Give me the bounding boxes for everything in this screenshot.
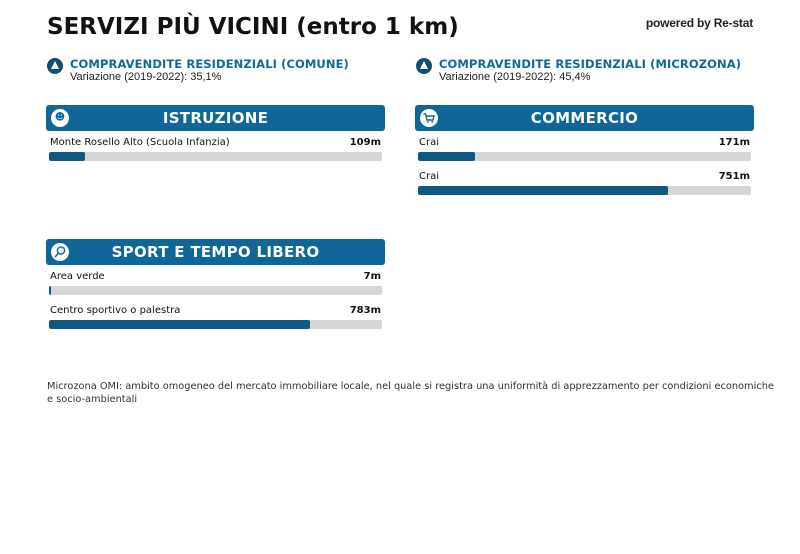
card-commercio xyxy=(415,105,754,199)
service-row xyxy=(49,299,382,333)
trend-subtitle: Variazione (2019-2022): 45,4% xyxy=(439,71,591,83)
distance-bar-fill xyxy=(49,286,51,295)
trend-title: COMPRAVENDITE RESIDENZIALI (MICROZONA) xyxy=(439,57,742,71)
triangle-up-icon xyxy=(416,58,432,74)
distance-bar-track xyxy=(49,320,382,329)
service-row xyxy=(418,165,751,199)
distance-bar-track xyxy=(49,152,382,161)
distance-bar-track xyxy=(49,286,382,295)
service-label: Crai xyxy=(419,171,439,182)
service-distance: 783m xyxy=(349,305,381,316)
service-label: Centro sportivo o palestra xyxy=(50,305,181,316)
distance-bar-fill xyxy=(49,152,85,161)
service-distance: 109m xyxy=(349,137,381,148)
triangle-up-icon xyxy=(47,58,63,74)
card-title: SPORT E TEMPO LIBERO xyxy=(111,243,320,261)
service-row xyxy=(49,265,382,299)
distance-bar-track xyxy=(418,152,751,161)
card-istruzione xyxy=(46,105,385,165)
distance-bar-fill xyxy=(418,152,475,161)
page-title: SERVIZI PIÙ VICINI (entro 1 km) xyxy=(47,14,459,40)
service-label: Monte Rosello Alto (Scuola Infanzia) xyxy=(50,137,230,148)
trend-title: COMPRAVENDITE RESIDENZIALI (COMUNE) xyxy=(70,57,349,71)
trend-subtitle: Variazione (2019-2022): 35,1% xyxy=(70,71,222,83)
footnote: Microzona OMI: ambito omogeneo del mercato immobiliare locale, nel quale si registra una uniformità di apprezzamento per condizioni economiche e socio-ambientali xyxy=(47,381,774,405)
powered-by-label: powered by Re-stat xyxy=(645,16,753,30)
service-distance: 7m xyxy=(363,271,381,282)
school-icon: ☻ xyxy=(51,109,69,127)
service-distance: 751m xyxy=(718,171,750,182)
service-row xyxy=(418,131,751,165)
service-row xyxy=(49,131,382,165)
card-header xyxy=(415,105,754,131)
service-label: Area verde xyxy=(50,271,105,282)
card-title: ISTRUZIONE xyxy=(162,109,269,127)
distance-bar-fill xyxy=(49,320,310,329)
distance-bar-fill xyxy=(418,186,668,195)
card-header xyxy=(46,105,385,131)
trend-comune xyxy=(47,57,349,84)
card-sport xyxy=(46,239,385,333)
trend-microzona xyxy=(416,57,741,84)
card-header xyxy=(46,239,385,265)
service-label: Crai xyxy=(419,137,439,148)
service-distance: 171m xyxy=(718,137,750,148)
card-title: COMMERCIO xyxy=(530,109,639,127)
distance-bar-track xyxy=(418,186,751,195)
